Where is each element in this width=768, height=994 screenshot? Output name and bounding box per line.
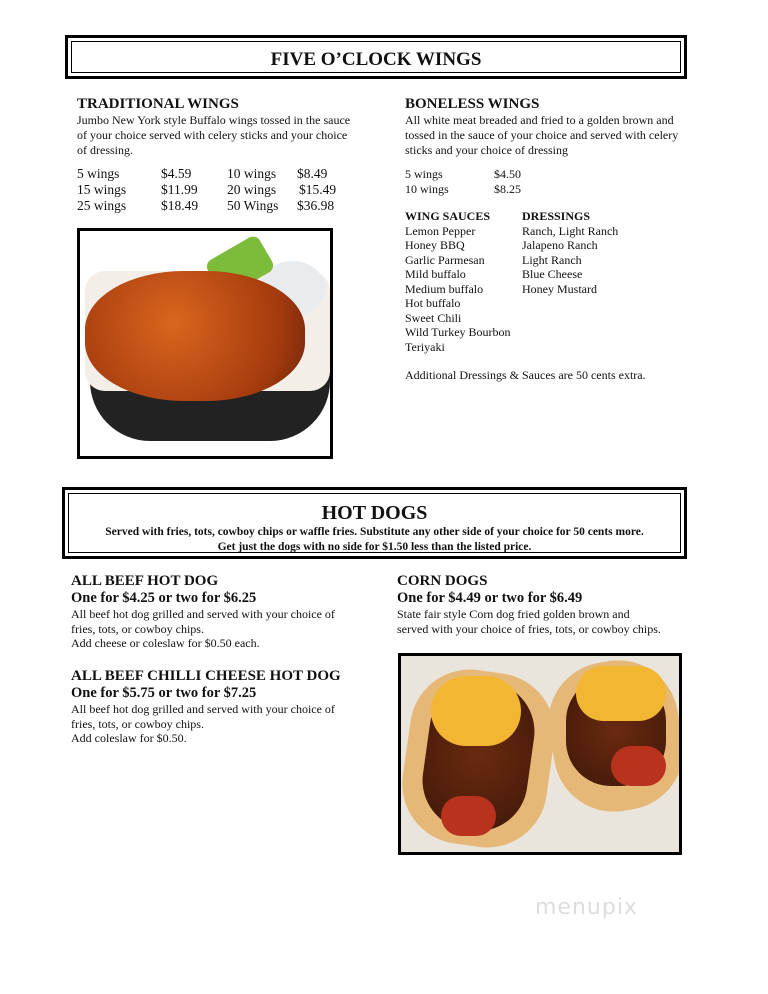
qty: 5 wings — [405, 167, 443, 181]
sauce-item: Honey BBQ — [405, 238, 465, 252]
price: $4.59 — [161, 166, 192, 181]
price: $4.50 — [494, 167, 521, 181]
traditional-wings — [77, 96, 357, 214]
traditional-desc: Jumbo New York style Buffalo wings tossed in the sauce of your choice served with celery sticks and your choice of dressing. — [77, 113, 351, 157]
hotdogs-sub1: Served with fries, tots, cowboy chips or waffle fries. Substitute any other side of your choice for 50 cents more. — [105, 526, 644, 538]
price: $11.99 — [161, 182, 198, 197]
qty: 10 wings — [405, 181, 449, 196]
item-price: One for $4.25 or two for $6.25 — [71, 590, 257, 606]
traditional-prices — [77, 166, 357, 214]
price: $8.25 — [494, 181, 521, 196]
dressings-title: DRESSINGS — [522, 209, 591, 223]
dressing-item: Blue Cheese — [522, 267, 583, 281]
sauce-item: Teriyaki — [405, 339, 445, 354]
item-line: Add coleslaw for $0.50. — [71, 731, 187, 745]
menupix-watermark: menupix — [535, 895, 638, 920]
qty: 25 wings — [77, 198, 127, 213]
all-beef-hot-dog — [71, 573, 371, 651]
item-price: One for $4.49 or two for $6.49 — [397, 590, 583, 606]
dressing-item: Honey Mustard — [522, 281, 597, 296]
sauces-title: WING SAUCES — [405, 209, 491, 223]
wings-title: FIVE O’CLOCK WINGS — [270, 49, 482, 70]
boneless-title: BONELESS WINGS — [405, 96, 540, 112]
item-price: One for $5.75 or two for $7.25 — [71, 685, 257, 701]
price: $15.49 — [299, 182, 337, 197]
traditional-title: TRADITIONAL WINGS — [77, 96, 239, 112]
sauce-item: Hot buffalo — [405, 296, 461, 310]
item-title: CORN DOGS — [397, 573, 488, 589]
price: $36.98 — [297, 198, 335, 213]
dressing-item: Jalapeno Ranch — [522, 238, 598, 252]
sauce-item: Garlic Parmesan — [405, 252, 485, 267]
corn-dogs — [397, 573, 697, 636]
hotdogs-photo — [398, 653, 682, 855]
price: $18.49 — [161, 198, 199, 213]
qty: 5 wings — [77, 166, 120, 181]
item-title: ALL BEEF HOT DOG — [71, 573, 219, 589]
dressing-item: Light Ranch — [522, 252, 582, 267]
item-line: State fair style Corn dog fried golden brown and — [397, 607, 630, 621]
wing-sauces-list — [405, 209, 522, 354]
item-title: ALL BEEF CHILLI CHEESE HOT DOG — [71, 668, 341, 684]
item-line: fries, tots, or cowboy chips. — [71, 716, 204, 731]
qty: 10 wings — [227, 166, 277, 181]
hotdogs-banner — [62, 487, 687, 559]
qty: 15 wings — [77, 182, 127, 197]
wings-banner — [65, 35, 687, 79]
chilli-cheese-hot-dog — [71, 668, 371, 746]
item-line: Add cheese or coleslaw for $0.50 each. — [71, 636, 260, 650]
dressing-item: Ranch, Light Ranch — [522, 223, 619, 238]
price: $8.49 — [297, 166, 328, 181]
wings-photo — [77, 228, 333, 459]
extra-note: Additional Dressings & Sauces are 50 cents extra. — [405, 368, 646, 382]
item-line: served with your choice of fries, tots, or cowboy chips. — [397, 621, 661, 636]
sauce-item: Lemon Pepper — [405, 223, 476, 238]
item-line: All beef hot dog grilled and served with your choice of — [71, 607, 335, 621]
item-line: All beef hot dog grilled and served with your choice of — [71, 702, 335, 716]
hotdogs-title: HOT DOGS — [321, 502, 428, 524]
sauce-item: Wild Turkey Bourbon — [405, 325, 511, 339]
qty: 50 Wings — [227, 198, 279, 213]
boneless-prices — [405, 167, 695, 196]
sauce-item: Medium buffalo — [405, 281, 484, 296]
boneless-desc: All white meat breaded and fried to a golden brown and tossed in the sauce of your choice and served with celery sticks and your choice of dressing — [405, 113, 679, 157]
hotdogs-sub2: Get just the dogs with no side for $1.50 less than the listed price. — [217, 541, 532, 553]
boneless-wings — [405, 96, 695, 383]
sauce-item: Sweet Chili — [405, 310, 462, 325]
dressings-list — [522, 209, 618, 354]
sauce-item: Mild buffalo — [405, 267, 466, 281]
qty: 20 wings — [227, 182, 277, 197]
item-line: fries, tots, or cowboy chips. — [71, 621, 204, 636]
